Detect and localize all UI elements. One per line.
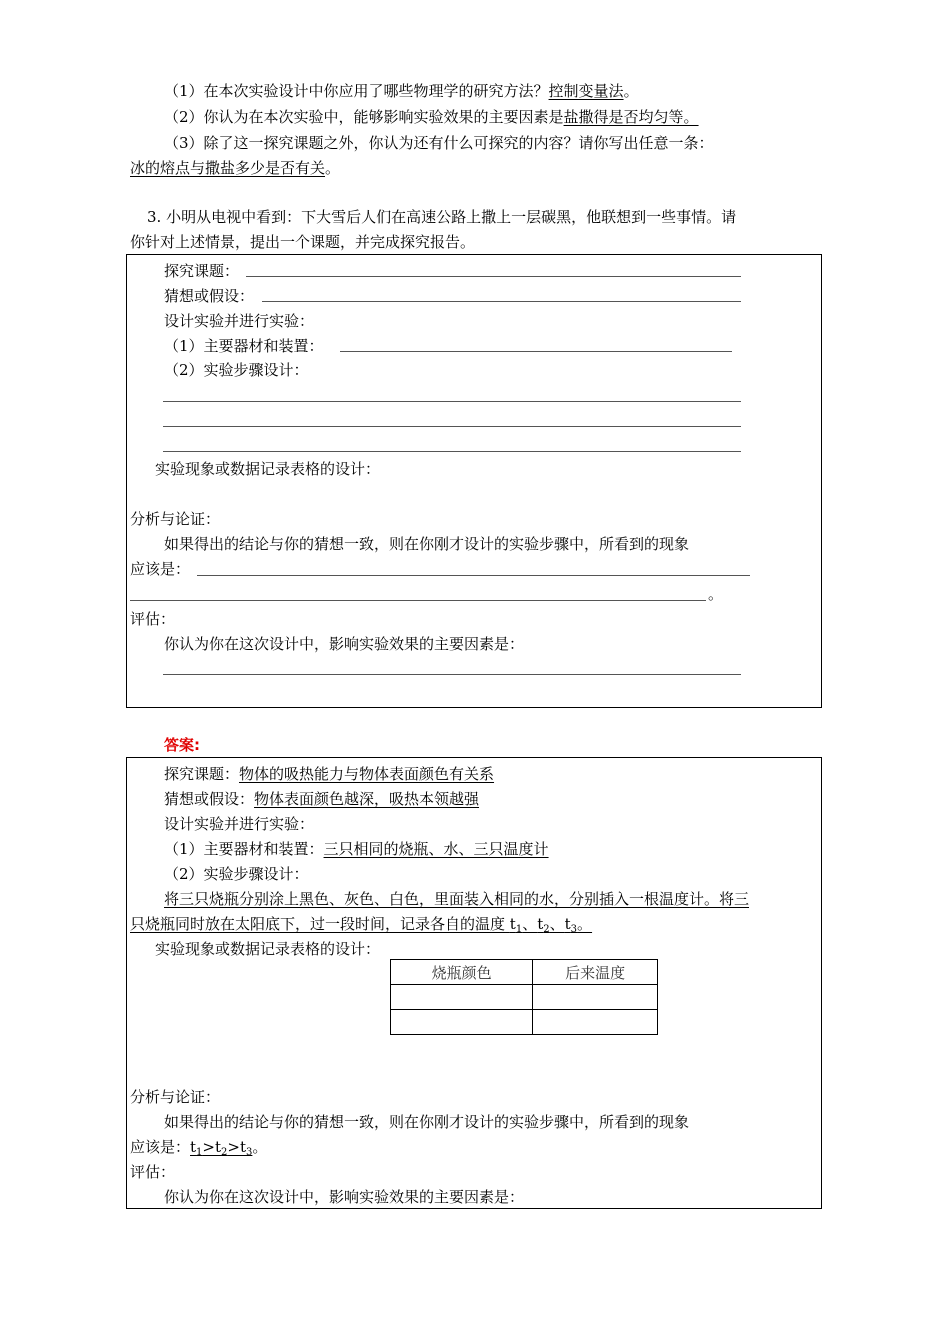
answer-analysis-line2: 应该是：$t_1>t_2>t_3$。 — [130, 1138, 268, 1158]
answer-analysis-label: 分析与论证： — [130, 1088, 221, 1106]
steps-label: （2）实验步骤设计： — [164, 361, 309, 379]
steps-blank-1[interactable] — [163, 401, 741, 402]
answer-topic-value: 物体的吸热能力与物体表面颜色有关系 — [239, 765, 495, 783]
table-header-color: 烧瓶颜色 — [391, 960, 533, 985]
answer-analysis-line1: 如果得出的结论与你的猜想一致，则在你刚才设计的实验步骤中，所看到的现象 — [164, 1113, 690, 1131]
intro-q1-answer: 控制变量法 — [548, 82, 624, 100]
answer-evaluation-label: 评估： — [130, 1163, 176, 1181]
table-cell — [533, 1010, 658, 1035]
equipment-blank[interactable] — [340, 351, 732, 352]
intro-q2: （2）你认为在本次实验中，能够影响实验效果的主要因素是盐撒得是否均匀等。 — [164, 108, 699, 126]
hypothesis-blank[interactable] — [262, 301, 741, 302]
analysis-period: 。 — [708, 585, 724, 603]
evaluation-label: 评估： — [130, 610, 176, 628]
answer-equipment: （1）主要器材和装置：三只相同的烧瓶、水、三只温度计 — [164, 840, 549, 858]
table-header-row — [391, 960, 658, 985]
table-cell — [533, 985, 658, 1010]
topic-blank[interactable] — [246, 276, 741, 277]
table-header-temp: 后来温度 — [533, 960, 658, 985]
analysis-blank-1[interactable] — [197, 575, 750, 576]
hypothesis-label: 猜想或假设： — [164, 287, 255, 305]
steps-blank-2[interactable] — [163, 426, 741, 427]
record-label: 实验现象或数据记录表格的设计： — [155, 460, 381, 478]
answer-steps-line2: 只烧瓶同时放在太阳底下，过一段时间，记录各自的温度 $t_1$、$t_2$、$t_3$。 — [130, 915, 593, 935]
intro-q2-answer: 盐撒得是否均匀等。 — [563, 108, 699, 126]
analysis-line1: 如果得出的结论与你的猜想一致，则在你刚才设计的实验步骤中，所看到的现象 — [164, 535, 690, 553]
answer-evaluation-line: 你认为你在这次设计中，影响实验效果的主要因素是： — [164, 1188, 525, 1206]
intro-q3: （3）除了这一探究课题之外，你认为还有什么可探究的内容？请你写出任意一条： — [164, 134, 714, 152]
steps-blank-3[interactable] — [163, 451, 741, 452]
table-cell — [391, 985, 533, 1010]
answer-steps-label: （2）实验步骤设计： — [164, 865, 309, 883]
evaluation-line: 你认为你在这次设计中，影响实验效果的主要因素是： — [164, 635, 525, 653]
intro-q1: （1）在本次实验设计中你应用了哪些物理学的研究方法？控制变量法。 — [164, 82, 639, 100]
answer-analysis-value: $t_1>t_2>t_3$ — [190, 1138, 253, 1158]
table-row — [391, 1010, 658, 1035]
record-table — [390, 959, 658, 1035]
question3-line2: 你针对上述情景，提出一个课题，并完成探究报告。 — [130, 233, 476, 251]
answer-steps-line1: 将三只烧瓶分别涂上黑色、灰色、白色，里面装入相同的水，分别插入一根温度计。将三 — [164, 890, 750, 908]
question3-line1: 3. 小明从电视中看到：下大雪后人们在高速公路上撒上一层碳黑，他联想到一些事情。请 — [147, 208, 737, 226]
answer-record-label: 实验现象或数据记录表格的设计： — [155, 940, 381, 958]
answer-hypothesis-value: 物体表面颜色越深，吸热本领越强 — [254, 790, 480, 808]
evaluation-blank[interactable] — [163, 674, 741, 675]
answer-equipment-value: 三只相同的烧瓶、水、三只温度计 — [323, 840, 549, 858]
answer-heading: 答案: — [164, 736, 200, 754]
analysis-line2: 应该是： — [130, 560, 191, 578]
table-row — [391, 985, 658, 1010]
equipment-label: （1）主要器材和装置： — [164, 337, 324, 355]
intro-q3-answer-line: 冰的熔点与撒盐多少是否有关。 — [130, 159, 341, 177]
answer-hypothesis: 猜想或假设：物体表面颜色越深，吸热本领越强 — [164, 790, 480, 808]
design-label: 设计实验并进行实验： — [164, 312, 315, 330]
analysis-label: 分析与论证： — [130, 510, 221, 528]
answer-topic: 探究课题：物体的吸热能力与物体表面颜色有关系 — [164, 765, 495, 783]
intro-q3-answer: 冰的熔点与撒盐多少是否有关 — [130, 159, 326, 177]
answer-design-label: 设计实验并进行实验： — [164, 815, 315, 833]
table-cell — [391, 1010, 533, 1035]
topic-label: 探究课题： — [164, 262, 240, 280]
analysis-blank-2[interactable] — [130, 600, 706, 601]
